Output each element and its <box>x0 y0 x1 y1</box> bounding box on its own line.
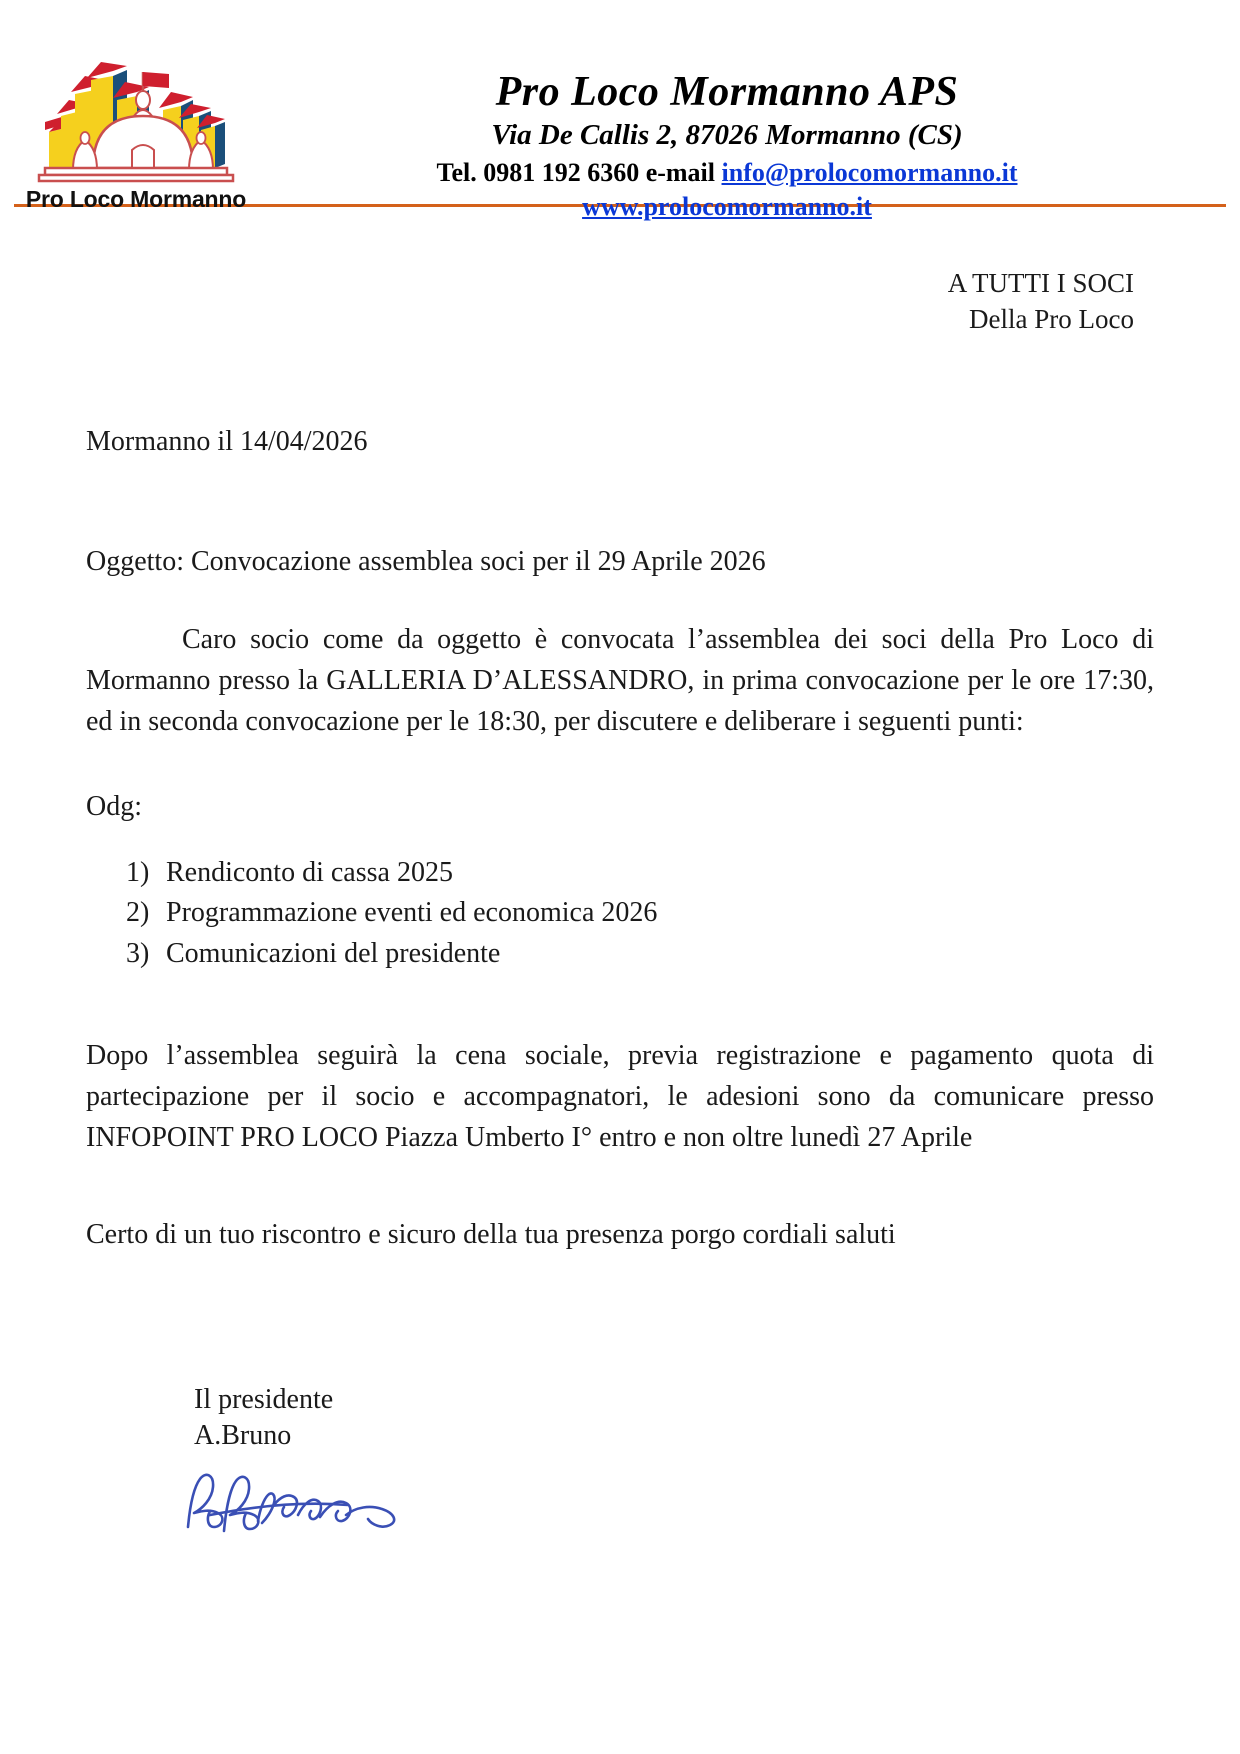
recipient-line-2: Della Pro Loco <box>969 304 1134 335</box>
org-name: Pro Loco Mormanno APS <box>495 69 959 115</box>
website-link[interactable]: www.prolocomormanno.it <box>582 192 872 222</box>
list-item <box>126 893 1154 934</box>
closing-paragraph: Certo di un tuo riscontro e sicuro della tua presenza porgo cordiali saluti <box>86 1218 896 1250</box>
odg-item-text: Programmazione eventi ed economica 2026 <box>166 897 658 929</box>
email-link[interactable]: info@prolocomormanno.it <box>721 157 1018 187</box>
org-address: Via De Callis 2, 87026 Mormanno (CS) <box>491 119 963 152</box>
org-contact-line <box>274 157 1180 190</box>
letterhead <box>0 0 1240 222</box>
subject-line: Oggetto: Convocazione assemblea soci per il 29 Aprile 2026 <box>86 545 766 577</box>
body-paragraph: Caro socio come da oggetto è convocata l’assemblea dei soci della Pro Loco di Mormanno presso la GALLERIA D’ALESSANDRO, in prima convocazione per le ore 17:30, ed in seconda convocazione per le 18:30, per discutere e deliberare i seguenti punti: <box>86 623 1154 737</box>
org-identity <box>250 48 1180 224</box>
org-website-line <box>274 191 1180 224</box>
handwritten-signature-icon <box>180 1465 450 1543</box>
recipient-line-1: A TUTTI I SOCI <box>947 268 1134 298</box>
odg-label: Odg: <box>86 790 142 822</box>
odg-item-text: Rendiconto di cassa 2025 <box>166 856 453 888</box>
logo-block <box>22 48 250 213</box>
odg-item-number: 3) <box>126 937 150 969</box>
phone-text: Tel. 0981 192 6360 e-mail <box>436 157 722 187</box>
odg-list <box>86 853 1154 975</box>
signature-name: A.Bruno <box>194 1420 292 1452</box>
odg-item-number: 2) <box>126 897 150 929</box>
signature-block <box>86 1382 1154 1548</box>
odg-item-text: Comunicazioni del presidente <box>166 937 501 969</box>
date-line: Mormanno il 14/04/2026 <box>86 425 368 457</box>
logo-wordmark: Pro Loco Mormanno <box>25 186 247 212</box>
list-item <box>126 853 1154 894</box>
village-skyline-logo-icon <box>31 54 241 184</box>
dinner-paragraph: Dopo l’assemblea seguirà la cena sociale, previa registrazione e pagamento quota di partecipazione per il socio e accompagnatori, le adesioni sono da comunicare presso INFOPOINT PRO LOCO Piazza Umberto I° entro e non oltre lunedì 27 Aprile <box>86 1040 1154 1154</box>
recipient-block <box>86 265 1154 338</box>
list-item <box>126 934 1154 975</box>
odg-item-number: 1) <box>126 856 150 888</box>
letter-body <box>0 265 1240 1548</box>
signature-title: Il presidente <box>194 1383 334 1415</box>
